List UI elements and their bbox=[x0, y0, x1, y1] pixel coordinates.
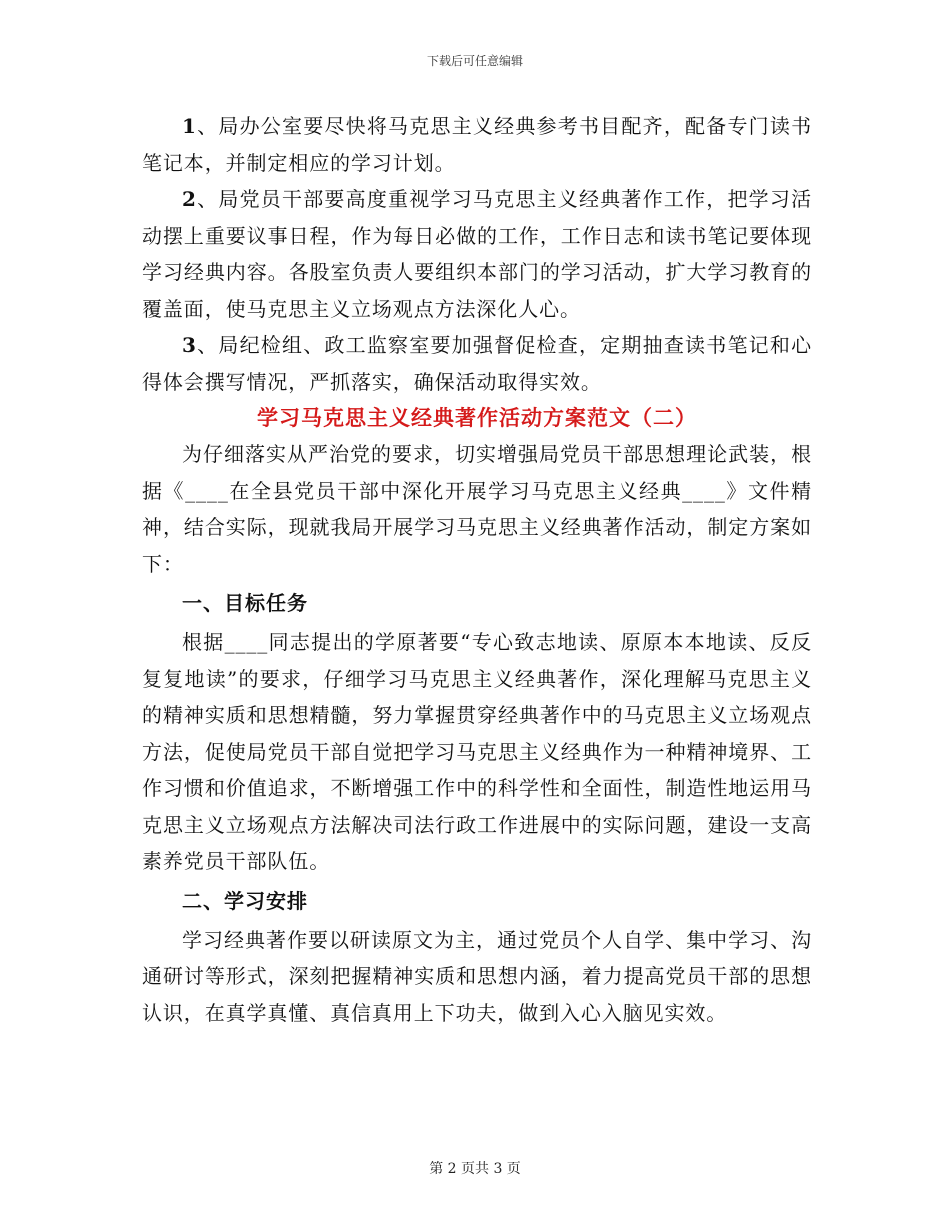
document-body bbox=[142, 108, 812, 1031]
list-item-text: 、局党员干部要高度重视学习马克思主义经典著作工作，把学习活动摆上重要议事日程，作为每日必做的工作，工作日志和读书笔记要体现学习经典内容。各股室负责人要组织本部门的学习活动，扩大学习教育的覆盖面，使马克思主义立场观点方法深化人心。 bbox=[142, 187, 812, 321]
list-item-number: 2 bbox=[182, 187, 197, 211]
list-item-3 bbox=[142, 327, 812, 400]
page-header: 下载后可任意编辑 bbox=[426, 54, 523, 68]
page-footer: 第 2 页共 3 页 bbox=[429, 1161, 521, 1177]
section-body-schedule: 学习经典著作要以研读原文为主，通过党员个人自学、集中学习、沟通研讨等形式，深刻把握精神实质和思想内涵，着力提高党员干部的思想认识，在真学真懂、真信真用上下功夫，做到入心入脑见实效。 bbox=[142, 927, 812, 1025]
list-item-text: 、局纪检组、政工监察室要加强督促检查，定期抽查读书笔记和心得体会撰写情况，严抓落实，确保活动取得实效。 bbox=[142, 333, 812, 394]
list-item-number: 1 bbox=[182, 114, 197, 138]
list-item-number: 3 bbox=[182, 333, 197, 357]
section-heading-schedule: 二、学习安排 bbox=[182, 888, 308, 913]
section-body-goals: 根据____同志提出的学原著要“专心致志地读、原原本本地读、反反复复地读”的要求，仔细学习马克思主义经典著作，深化理解马克思主义的精神实质和思想精髓，努力掌握贯穿经典著作中的马克思主义立场观点方法，促使局党员干部自觉把学习马克思主义经典作为一种精神境界、工作习惯和价值追求，不断增强工作中的科学性和全面性，制造性地运用马克思主义立场观点方法解决司法行政工作进展中的实际问题，建设一支高素养党员干部队伍。 bbox=[142, 630, 812, 873]
document-title: 学习马克思主义经典著作活动方案范文（二） bbox=[257, 405, 697, 430]
list-item-2 bbox=[142, 181, 812, 327]
intro-paragraph: 为仔细落实从严治党的要求，切实增强局党员干部思想理论武装，根据《____在全县党员干部中深化开展学习马克思主义经典____》文件精神，结合实际，现就我局开展学习马克思主义经典著作活动，制定方案如下： bbox=[142, 442, 812, 576]
section-heading-goals: 一、目标任务 bbox=[182, 591, 308, 615]
list-item-text: 、局办公室要尽快将马克思主义经典参考书目配齐，配备专门读书笔记本，并制定相应的学习计划。 bbox=[142, 114, 812, 175]
list-item-1 bbox=[142, 108, 812, 181]
